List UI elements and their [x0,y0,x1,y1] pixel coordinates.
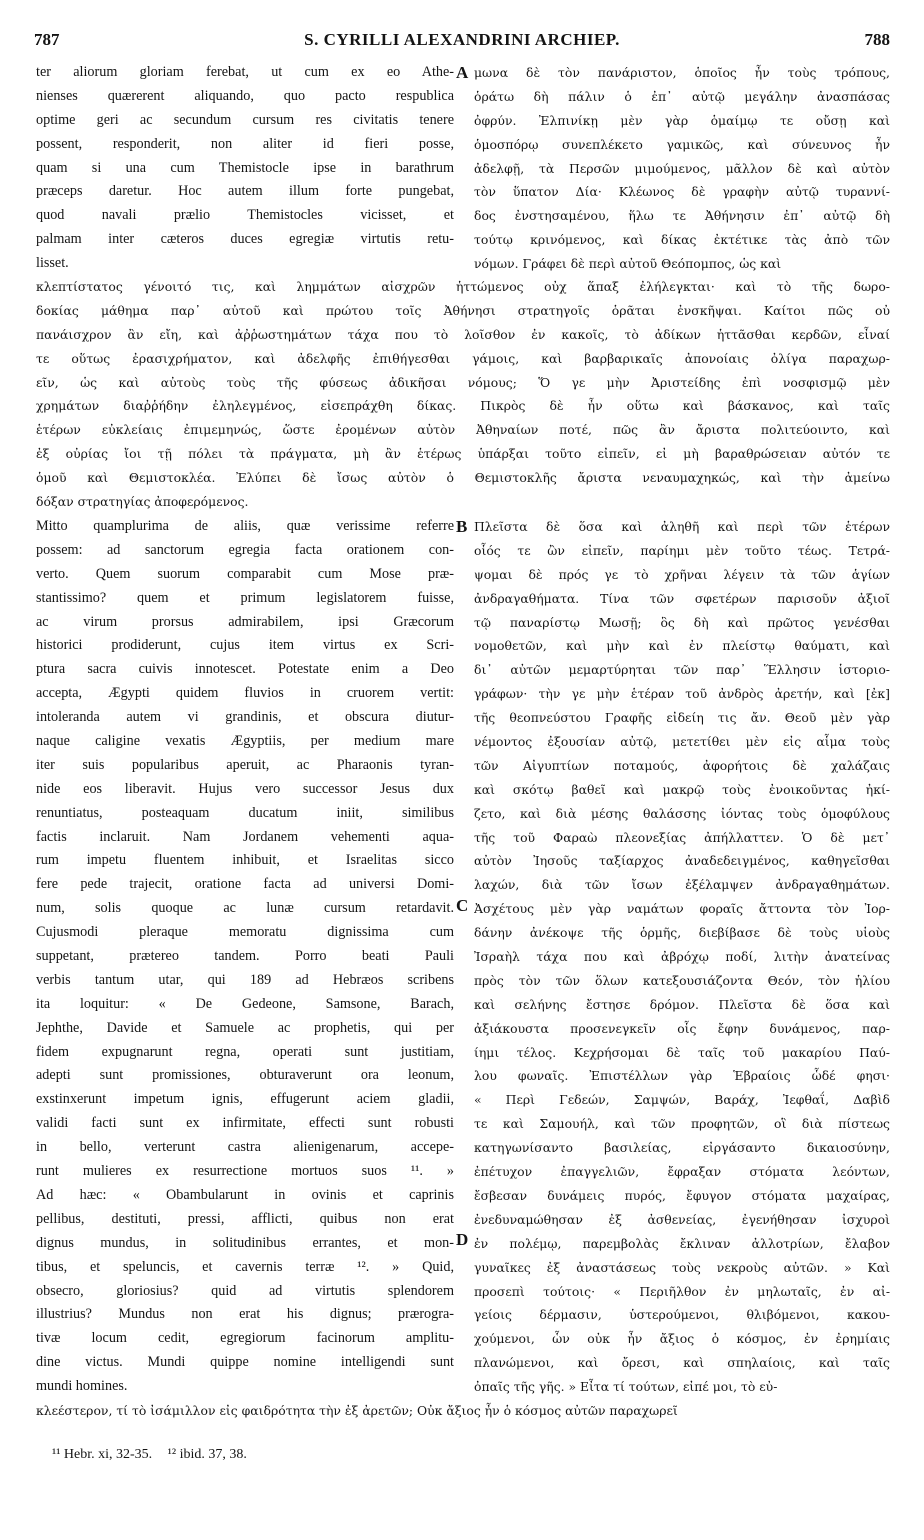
text-line: ita loquitur: « De Gedeone, Samsone, Barach, [36,995,454,1012]
text-line: τε καὶ Σαμουήλ, καὶ τῶν προφητῶν, οἳ διὰ πίστεως [474,1116,890,1132]
text-line: num, solis quoque ac lunæ cursum retardavit. [36,900,454,917]
greek-column-a [474,61,890,276]
text-line: Mitto quamplurima de aliis, quæ verissime referre [36,518,454,534]
text-line: καὶ σελήνης ἔστησε δρόμον. Πλεῖστα δὲ ὅσα καὶ [474,996,890,1012]
text-line: νέμοντος ἐξουσίαν αὐτῷ, μετετίθει μὲν εἰς αἷμα τοὺς [474,734,890,750]
text-line: λου φωναῖς. Ἐπιστέλλων γὰρ Ἑβραίοις ὧδέ φησι· [474,1068,890,1084]
footnote: ¹² ibid. 37, 38. [167,1447,247,1462]
text-line: exstinxerunt impetum ignis, effugerunt aciem gladii, [36,1091,454,1108]
text-line: possem: ad sanctorum egregia facta orationem con- [36,541,454,558]
text-line: naque caligine vexatis Ægyptiis, per medium mare [36,733,454,750]
text-line: ἐνεδυναμώθησαν ἐξ ἀσθενείας, ἐγενήθησαν ἰσχυροὶ [474,1211,890,1227]
text-line: ptura sacra cuivis innotescet. Potestate enim a Deo [36,661,454,678]
text-line: τῆς θεοπνεύστου Γραφῆς εἰδείη τις ἄν. Θεοῦ μὲν γὰρ [474,710,890,726]
text-line: Jephthe, Davide et Samuele ac prophetis, qui per [36,1019,454,1036]
greek-final-line [36,1399,890,1423]
text-line: factis inclaruit. Nam Jordanem vehementi aqua- [36,828,454,845]
text-line: πρὸς τὸν τῶν ὅλων κατεξουσιάζοντα Θεόν, τὸν ἡλίου [474,972,890,988]
text-line: ἀδελφῇ, τὰ Περσῶν μιμούμενος, μᾶλλον δὲ καὶ αὐτὸν [474,160,890,176]
text-line: ζετο, καὶ διὰ μέσης θαλάσσης ἰόντας τοὺς ὁμοφύλους [474,805,890,821]
text-line: πανάισχρον ἂν εἴη, καὶ ἀῤῥωστημάτων τάχα που τὸ λοῖσθον ἐν κακοῖς, τὸ ἀδίκων ἡττᾶσθαι κερδῶν, εἶναί [36,326,890,342]
text-line: γείοις δέρμασιν, ὑστερούμενοι, θλιβόμενοι, κακου- [474,1307,890,1323]
text-line: lisset. [36,255,69,272]
text-line: verbis tantum utar, qui 189 ad Hebræos scribens [36,971,454,988]
text-line: κλεπτίστατος γένοιτό τις, καὶ λημμάτων αἰσχρῶν ἡττώμενος οὐχ ἅπαξ ἐλήλεγκται· καὶ τὸ τῆς δωρο- [36,279,890,294]
text-line: κατηγωνίσαντο βασιλείας, εἰργάσαντο δικαιοσύνην, [474,1140,890,1156]
text-line: τούτῳ κρινόμενος, καὶ δίκας ἐκτέτικε τὰς ἀπὸ τῶν [474,232,890,248]
text-line: historici prodiderunt, cujus item virtus ex Scri- [36,637,454,654]
text-line: Πλεῖστα δὲ ὅσα καὶ ἀληθῆ καὶ περὶ τῶν ἑτέρων [474,519,890,534]
text-line: optime geri ac secundum cursum res civitatis tenere [36,111,454,128]
text-line: intoleranda autem vi grandinis, et obscura diutur- [36,709,454,726]
text-line: « Περὶ Γεδεών, Σαμψών, Βαράχ, Ἰεφθαΐ, Δαβὶδ [474,1092,890,1108]
text-line: ac virum prorsus admirabilem, ipsi Græcorum [36,613,454,630]
text-line: illustrius? Mundus non erat his dignus; prærogra- [36,1306,454,1323]
text-line: δος ἐνστησαμένου, ἥλω τε Ἀθήνησιν ἐπ᾽ αὐτῷ δὴ [474,208,890,224]
text-line: ἀνδραγαθήματα. Τίνα τῶν σφετέρων παρισοῦν ἀξιοῖ [474,590,890,606]
text-line: mundi homines. [36,1378,128,1395]
text-line: ἐν πολέμῳ, παρεμβολὰς ἔκλιναν ἀλλοτρίων, ἔλαβον [474,1235,890,1251]
text-line: δοκίας μάθημα παρ᾽ αὐτοῦ καὶ πρώτου τοῖς Ἀθήνησι στρατηγοῖς ὁρᾶται ἐνσκῆψαι. Καίτοι πῶς οὐ [36,302,890,318]
text-line: οἷός τε ὢν εἰπεῖν, παρίημι μὲν τοῦτο τέως. Τετρά- [474,542,890,558]
text-line: ὀπαῖς τῆς γῆς. » Εἶτα τί τούτων, εἰπέ μοι, τὸ εὐ- [474,1379,778,1395]
text-line: suppetant, prætereo tandem. Porro beati Pauli [36,948,454,965]
text-line: πλανώμενοι, καὶ ὄρεσι, καὶ σπηλαίοις, καὶ ταῖς [474,1355,890,1371]
text-line: ἐπέτυχον ἐπαγγελιῶν, ἔφραξαν στόματα λεόντων, [474,1164,890,1180]
text-line: iter suis popularibus aperuit, ac Pharaonis tyran- [36,756,454,773]
greek-full-width-passage [36,275,890,514]
text-line: εῖν, ὡς καὶ αὐτοὺς τοὺς τῆς φύσεως ἀδικῆσαι νόμους; Ὅ γε μὴν Ἀριστείδης ἐπὶ νοσφισμῷ μὲν [36,374,890,390]
text-line: κλεέστερον, τί τὸ ἰσάμιλλον εἰς φαιδρότητα τὴν ἐξ ἀρετῶν; Οὐκ ἄξιος ἦν ὁ κόσμος αὐτῶν παραχωρεῖ [36,1403,678,1418]
margin-marker-b: B [456,517,468,536]
text-line: μωνα δὲ τὸν πανάριστον, ὁποῖος ἦν τοὺς τρόπους, [474,65,890,80]
text-line: fidem expugnarunt regna, operati sunt justitiam, [36,1043,454,1060]
text-line: fere pede trajecit, oratione facta ad universi Domi- [36,876,454,893]
text-line: Ἀσχέτους μὲν γὰρ ναμάτων φοραῖς ἄττοντα τὸν Ἰορ- [474,901,890,917]
text-line: nienses quærerent aliquando, quo pacto respublica [36,87,454,104]
text-line: renuntiatus, posteaquam ducatum iniit, similibus [36,804,454,821]
text-line: in bello, verterunt castra alienigenarum, accepe- [36,1139,454,1156]
text-line: προσεπὶ τούτοις· « Περιῆλθον ἐν μηλωταῖς, ἐν αἰ- [474,1283,890,1299]
text-line: dine victus. Mundi quippe nomine intelligendi sunt [36,1354,454,1371]
text-line: τῆς τοῦ Φαραὼ πλεονεξίας ἀπήλλαττεν. Ὁ δὲ μετ᾽ [474,829,890,845]
text-line: ὁμοσπόρῳ συνεπλέκετο γαμικῶς, καὶ σύνευνος ἦν [474,136,890,152]
text-line: δάνην ἀνέκοψε τῆς ὁρμῆς, διεβίβασε δὲ τοὺς υἱοὺς [474,925,890,941]
text-line: χρημάτων διαῤῥήδην ἐληλεγμένος, εἰσεπράχθη δίκας. Πικρὸς δὲ ἦν οὕτω καὶ βάσκανος, καὶ ταῖς [36,398,890,414]
text-line: ὀφρύν. Ἐλπινίκῃ μὲν γὰρ ὁμαίμῳ τε οὔσῃ καὶ [474,112,890,128]
text-line: præceps daretur. Hoc autem illum forte pungebat, [36,183,454,200]
text-line: Cujusmodi pleraque memoratu dignissima cum [36,924,454,941]
running-header [34,30,890,56]
text-line: ἔσβεσαν δυνάμεις πυρός, ἔφυγον στόματα μαχαίρας, [474,1187,890,1203]
margin-marker-c: C [456,896,469,915]
text-line: λαχών, διὰ τῶν ἴσων ἐξέλαμψεν ἀνδραγαθημάτων. [474,877,890,893]
text-line: νόμων. Γράφει δὲ περὶ αὐτοῦ Θεόπομπος, ὡς καὶ [474,256,782,272]
text-line: γυναῖκες ἐξ ἀναστάσεως τοὺς νεκροὺς αὐτῶν. » Καὶ [474,1259,890,1275]
text-line: nide eos liberavit. Hujus vero successor Jesus dux [36,780,454,797]
latin-column-b [36,515,454,1399]
text-line: τε οὕτως ἐρασιχρήματον, καὶ ἀδελφῆς ἐπιθήγεσθαι γάμοις, καὶ βαρβαρικαῖς ἀπονοίαις ὀλίγα παραχωρ- [36,350,890,366]
text-line: stantissimo? quem et primum legislatorem fuisse, [36,589,454,606]
footnote: ¹¹ Hebr. xi, 32-35. [52,1447,153,1462]
text-line: verto. Quem suorum comparabit cum Mose præ- [36,565,454,582]
text-line: ἐξ οὐρίας ἴοι τῇ πόλει τὰ πράγματα, μὴ ἂν ἑτέρως ὑπάρξαι τοῦτο εἰπεῖν, εἰ μὴ βαραθρώσειαν αὐτόν τε [36,446,890,462]
text-line: ἀξιάκουστα προσενεγκεῖν οἷς ἔφην δυνάμενος, παρ- [474,1020,890,1036]
text-line: possent, responderit, non aliter id fieri posse, [36,135,454,152]
text-line: ὁράτω δὴ πάλιν ὁ ἐπ᾽ αὐτῷ μεγάλην ἀνασπάσας [474,88,890,104]
margin-marker-d: D [456,1230,469,1249]
text-line: δόξαν στρατηγίας ἀποφερόμενος. [36,494,249,510]
text-line: quam si una cum Themistocle ipse in barathrum [36,159,454,176]
latin-column-a [36,61,454,276]
text-line: Ad hæc: « Obambularunt in ovinis et caprinis [36,1186,454,1203]
text-line: adepti sunt promissiones, obturaverunt ora leonum, [36,1067,454,1084]
text-line: tibus, et speluncis, et cavernis terræ ¹². » Quid, [36,1258,454,1275]
text-line: rum impetu fluentem inhibuit, et Israelitas sicco [36,852,454,869]
running-title: S. CYRILLI ALEXANDRINI ARCHIEP. [304,30,620,49]
footnotes [52,1447,872,1463]
text-line: Ἰσραὴλ τάχα που καὶ ἀβρόχῳ ποδί, λιτὴν ἀνατείνας [474,949,890,965]
text-line: καὶ σκότῳ βαθεῖ καὶ μακρῷ τοὺς ἐνοικοῦντας ἠκί- [474,781,890,797]
text-line: τῶν Αἰγυπτίων ποταμούς, ἀφορήτοις δὲ χαλάζαις [474,757,890,773]
text-line: accepta, Ægypti quidem fluvios in cruorem vertit: [36,685,454,702]
margin-marker-a: A [456,63,469,82]
text-line: validi facti sunt ex infirmitate, effecti sunt robusti [36,1115,454,1132]
text-line: ψομαι δὲ πρός γε τὸ χρῆναι λέγειν τὰ τῶν ἁγίων [474,566,890,582]
text-line: γράφων· τὴν γε μὴν ἑτέραν τοῦ ἀνδρὸς ἀρετήν, καὶ [ἐκ] [474,686,890,702]
text-line: δι᾽ αὐτῶν μεμαρτύρηται τῶν παρ᾽ Ἕλλησιν ἱστοριο- [474,662,890,678]
text-line: ίημι τέλος. Κεχρήσομαι δὲ ταῖς τοῦ μακαρίου Παύ- [474,1044,890,1060]
text-line: palmam inter cæteros duces egregiæ virtutis retu- [36,231,454,248]
text-line: dignus mundus, in solitudinibus errantes, et mon- [36,1234,454,1251]
text-line: αὐτὸν Ἰησοῦς ταξίαρχος ἀναδεδειγμένος, καθηγεῖσθαι [474,853,890,869]
text-line: obsecro, gloriosius? quid ad virtutis splendorem [36,1282,454,1299]
text-line: χούμενοι, ὧν οὐκ ἦν ἄξιος ὁ κόσμος, ἐν ἐρημίαις [474,1331,890,1347]
right-page-number: 788 [864,30,890,49]
text-line: τὸν ὕπατον Δία· Κλέωνος δὲ γραφὴν αὐτῷ τυραννί- [474,184,890,200]
text-line: ὁμοῦ καὶ Θεμιστοκλέα. Ἐλύπει δὲ ἴσως αὐτὸν ὁ Θεμιστοκλῆς ἄριστα νεναυμαχηκώς, καὶ τὴν ἀμείνω [36,470,890,486]
text-line: pellibus, destituti, pressi, afflicti, quibus non erat [36,1210,454,1227]
text-line: runt mulieres ex resurrectione mortuos suos ¹¹. » [36,1163,454,1180]
greek-column-b [474,515,890,1399]
left-page-number: 787 [34,30,60,49]
text-line: τῷ παναρίστῳ Μωσῇ; ὃς δὴ καὶ πρῶτος γενέσθαι [474,614,890,630]
text-line: ter aliorum gloriam ferebat, ut cum ex eo Athe- [36,64,454,80]
text-line: νομοθετῶν, καὶ μὴν καὶ ἐν πλείστῳ θαύματι, καὶ [474,638,890,654]
text-line: tivæ locum cedit, egregiorum facinorum amplitu- [36,1330,454,1347]
text-line: quod navali prælio Themistocles vicisset, et [36,207,454,224]
text-line: ἑτέρων εὐκλείαις ἐπιμεμηνώς, ὥστε ἐρομένων αὐτὸν Ἀθηναίων ποτέ, πῶς ἂν ἄριστα πολιτεύοιντο, καὶ [36,422,890,438]
